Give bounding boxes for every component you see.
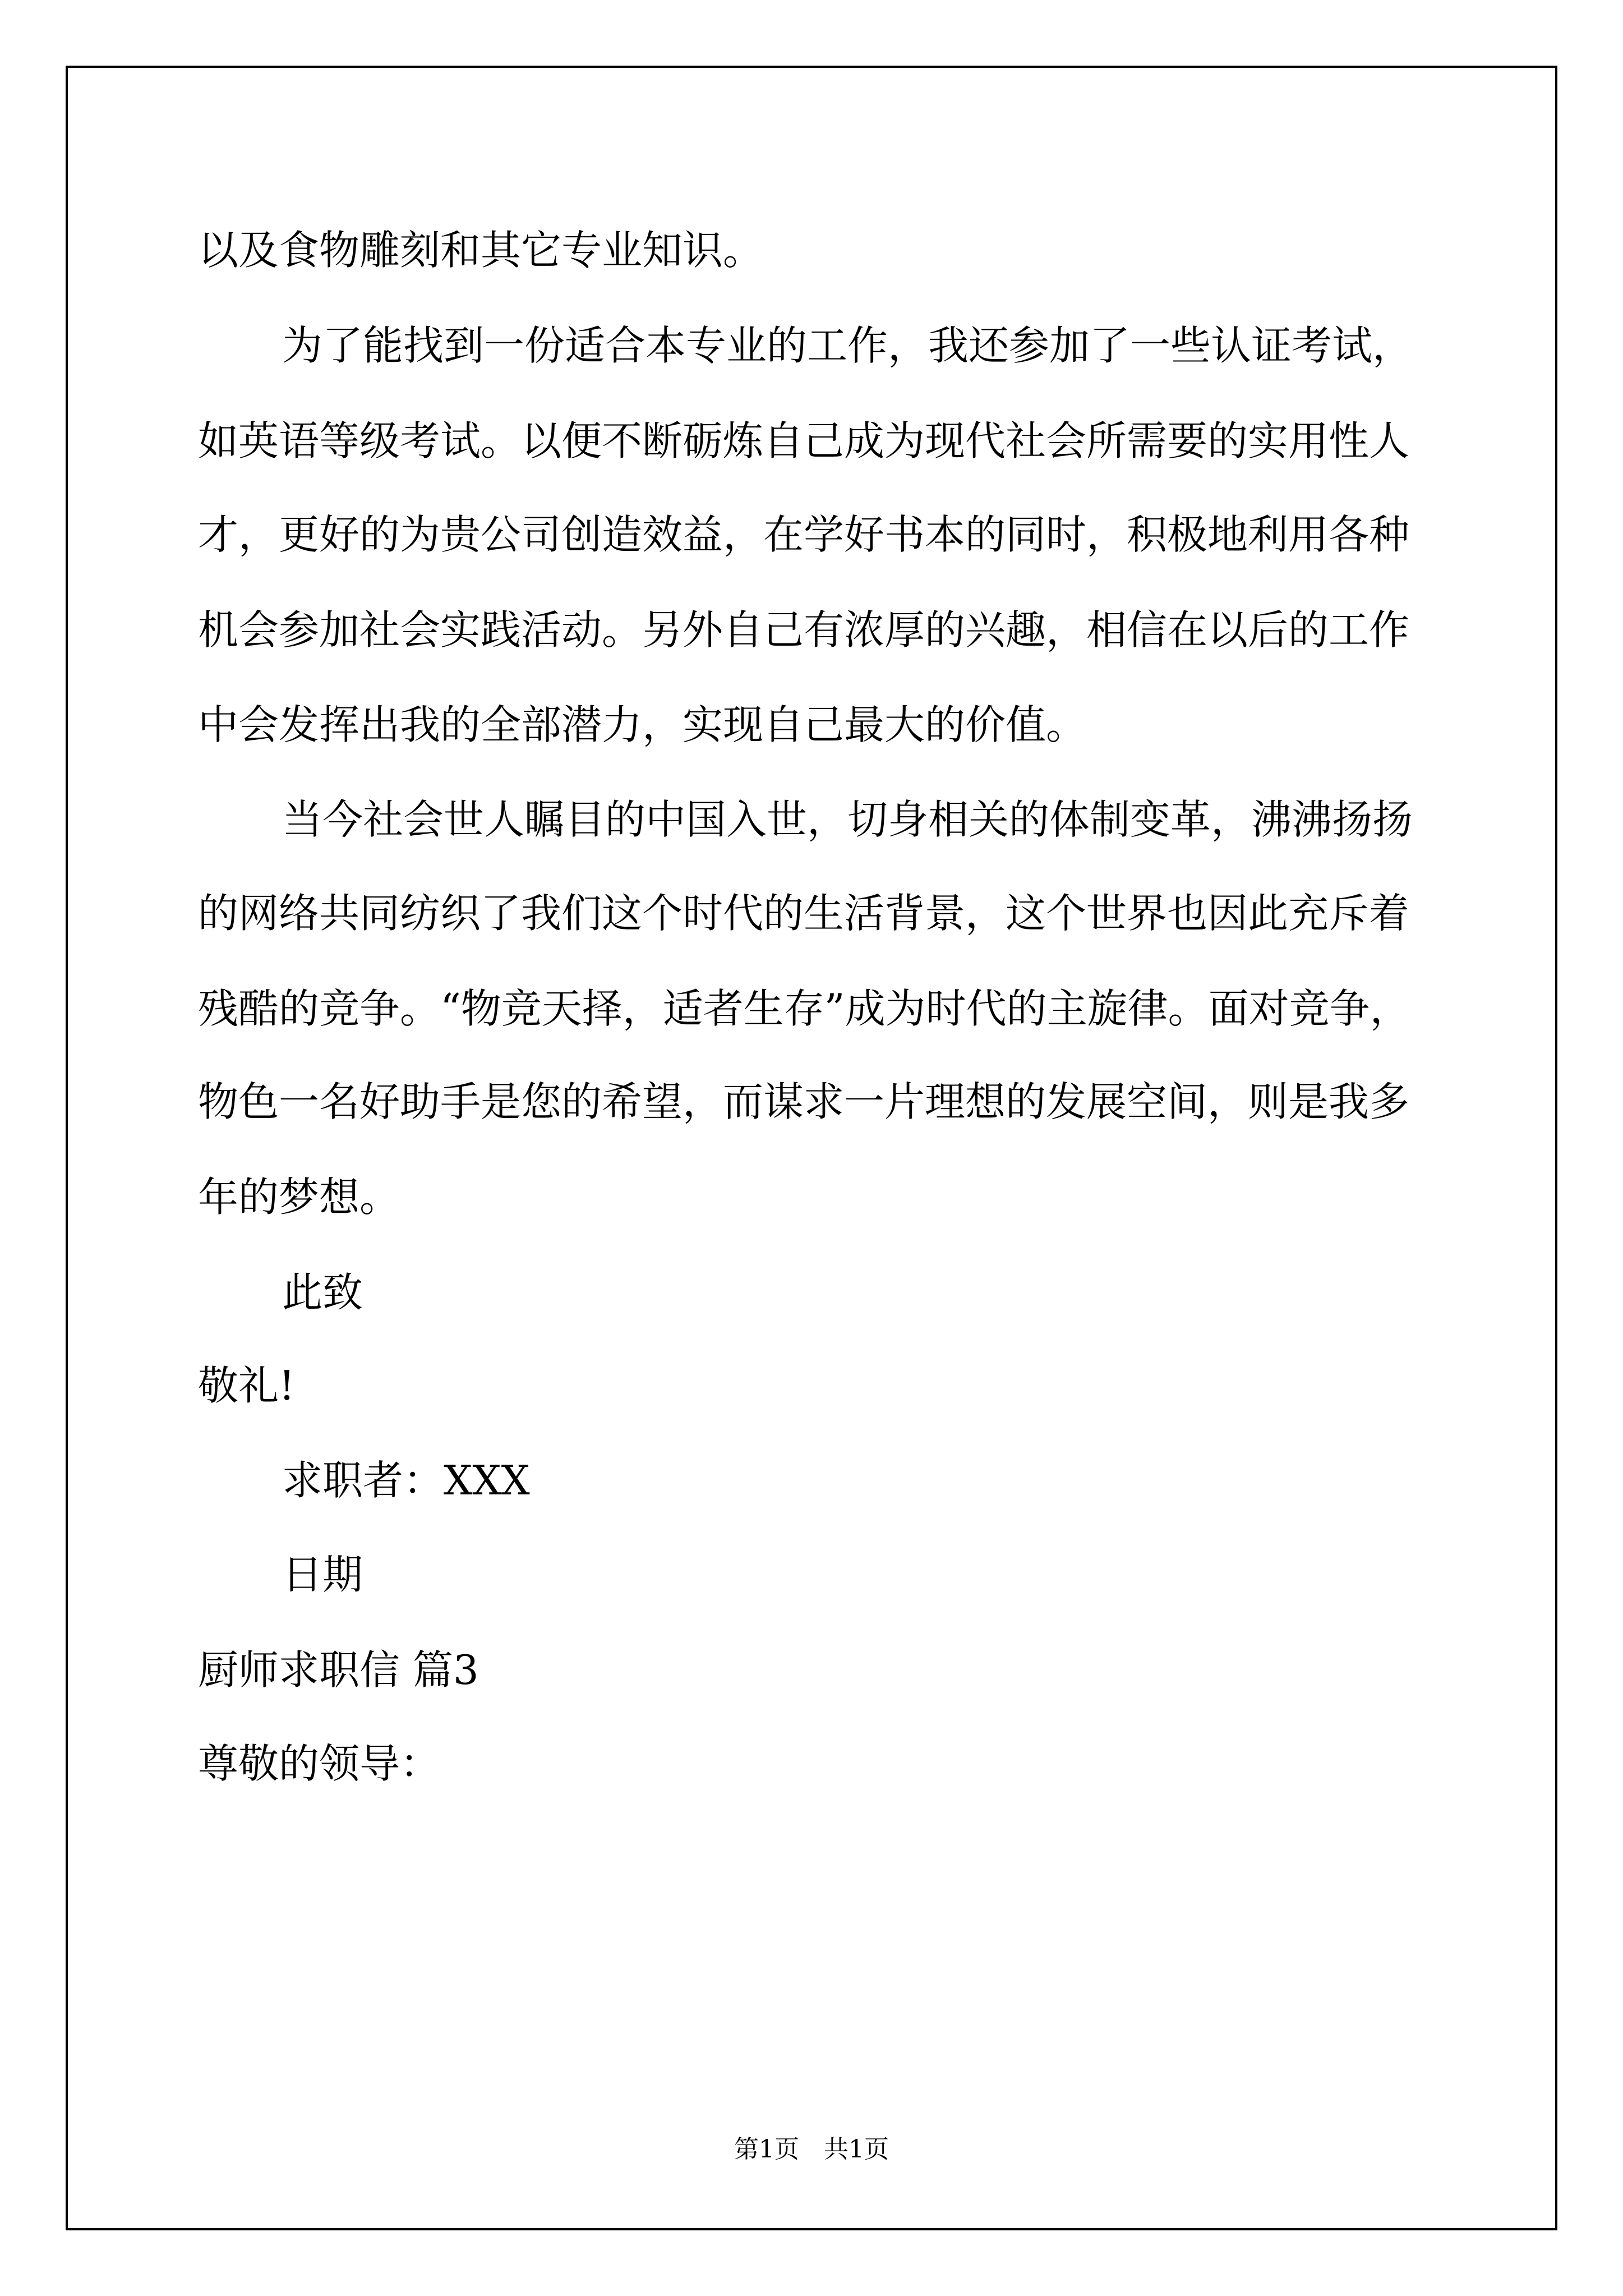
text-line-1: 以及食物雕刻和其它专业知识。 xyxy=(198,227,764,274)
text-line-5: 机会参加社会实践活动。另外自己有浓厚的兴趣，相信在以后的工作 xyxy=(198,606,1410,654)
text-line-3: 如英语等级考试。以便不断砺炼自己成为现代社会所需要的实用性人 xyxy=(198,417,1410,464)
text-line-4: 才，更好的为贵公司创造效益，在学好书本的同时，积极地利用各种 xyxy=(198,511,1410,558)
signature-line: 求职者：XXX xyxy=(282,1457,530,1504)
text-line-6: 中会发挥出我的全部潜力，实现自己最大的价值。 xyxy=(198,701,1087,748)
text-line-9: 残酷的竞争。“物竞天择，适者生存”成为时代的主旋律。面对竞争， xyxy=(198,985,1410,1032)
text-line-10: 物色一名好助手是您的希望，而谋求一片理想的发展空间，则是我多 xyxy=(198,1078,1410,1125)
date-line: 日期 xyxy=(282,1551,363,1598)
greeting-line: 尊敬的领导： xyxy=(198,1740,441,1787)
page-footer: 第1页 共1页 xyxy=(734,2135,889,2164)
text-line-8: 的网络共同纺织了我们这个时代的生活背景，这个世界也因此充斥着 xyxy=(198,890,1410,937)
closing-phrase: 此致 xyxy=(282,1269,363,1316)
text-line-2: 为了能找到一份适合本专业的工作，我还参加了一些认证考试， xyxy=(282,322,1413,369)
text-line-7: 当今社会世人瞩目的中国入世，切身相关的体制变革，沸沸扬扬 xyxy=(282,796,1413,843)
section-heading: 厨师求职信 篇3 xyxy=(198,1646,479,1694)
page-border xyxy=(66,66,1557,2230)
salutation: 敬礼! xyxy=(198,1362,295,1409)
text-line-11: 年的梦想。 xyxy=(198,1174,400,1221)
